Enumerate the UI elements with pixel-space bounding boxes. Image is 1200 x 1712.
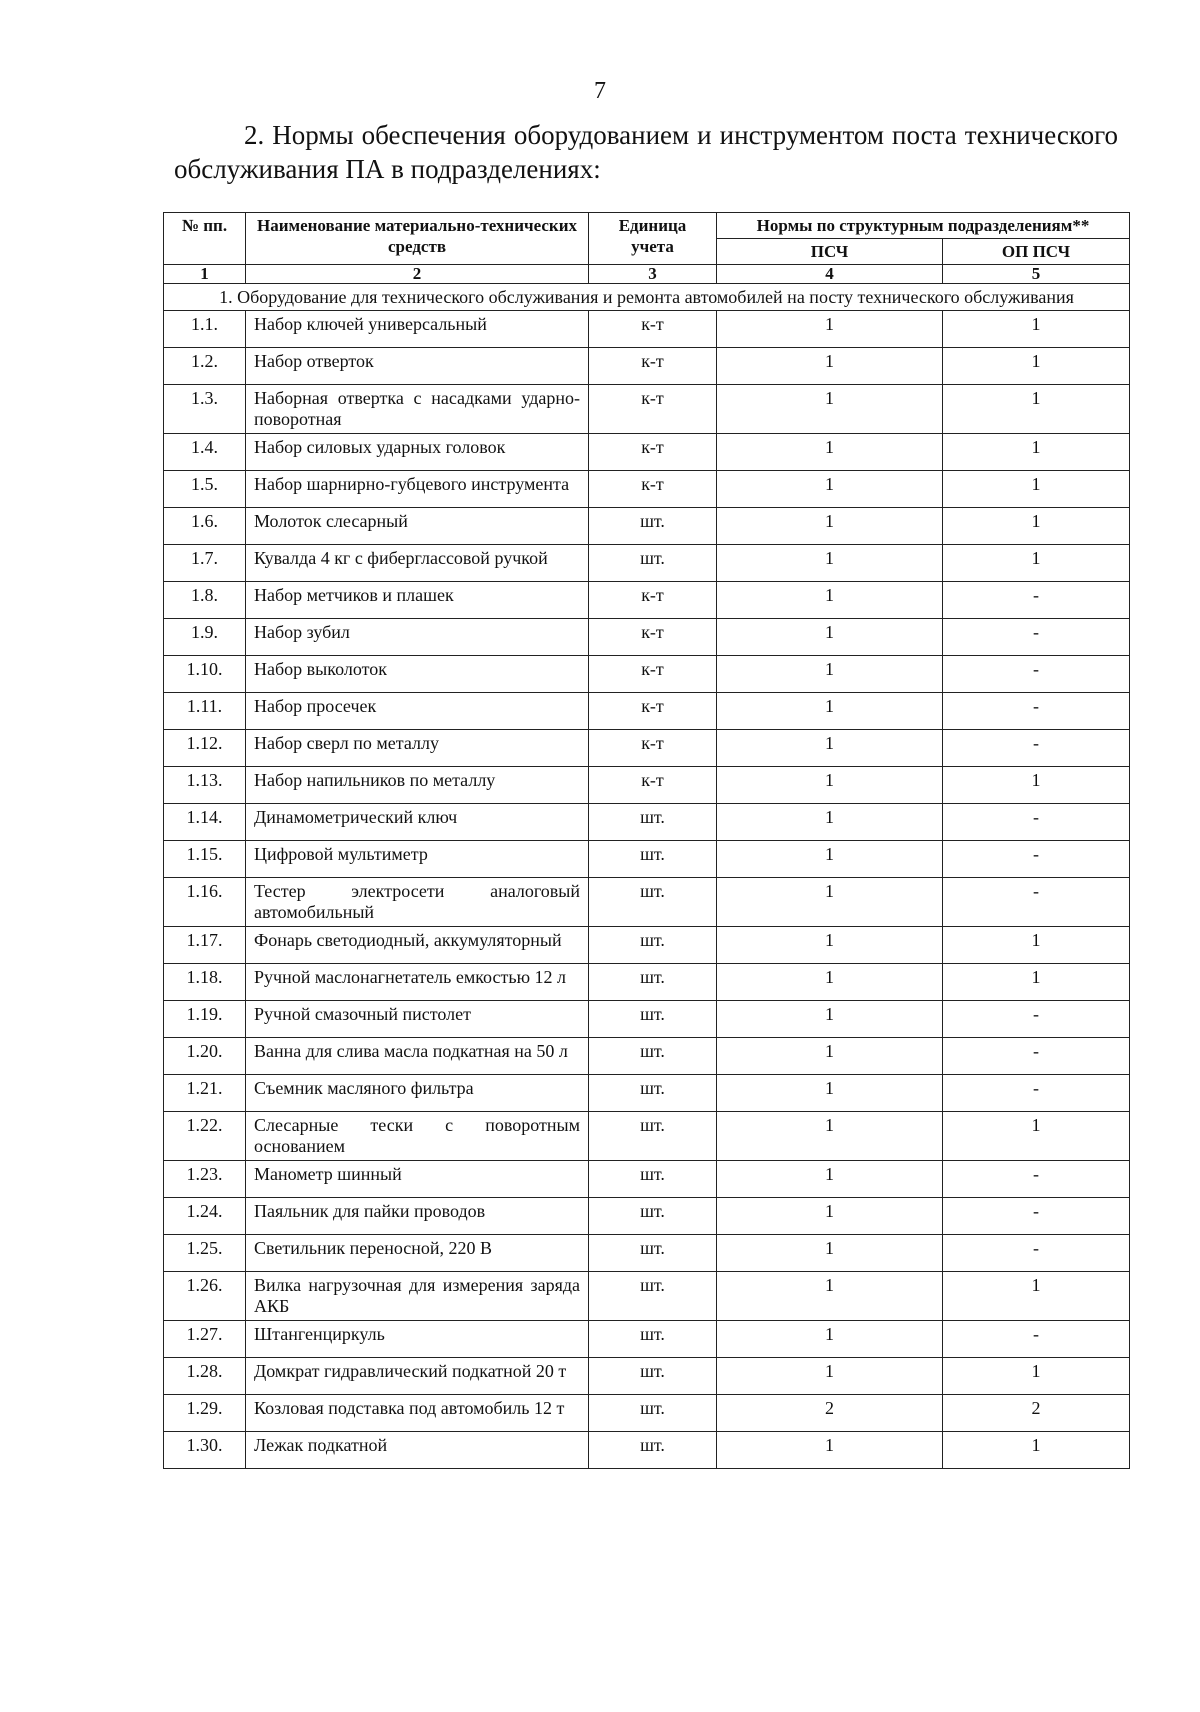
table-row (164, 730, 1130, 767)
item-name: Тестер электросети аналоговый автомобильный (246, 878, 589, 927)
item-name: Ванна для слива масла подкатная на 50 л (246, 1038, 589, 1075)
norm-op-psch: - (943, 1038, 1130, 1075)
table-row (164, 1075, 1130, 1112)
page-number: 7 (594, 78, 606, 104)
item-name: Набор отверток (246, 348, 589, 385)
row-number: 1.17. (164, 927, 246, 964)
row-number: 1.7. (164, 545, 246, 582)
norm-op-psch: 1 (943, 508, 1130, 545)
row-number: 1.14. (164, 804, 246, 841)
unit-of-account: шт. (589, 1395, 717, 1432)
table-row (164, 311, 1130, 348)
unit-of-account: шт. (589, 1432, 717, 1469)
row-number: 1.22. (164, 1112, 246, 1161)
norm-psch: 1 (717, 878, 943, 927)
unit-of-account: к-т (589, 656, 717, 693)
norm-op-psch: 1 (943, 471, 1130, 508)
norm-op-psch: 2 (943, 1395, 1130, 1432)
header-unit: Единица учета (589, 213, 717, 265)
row-number: 1.1. (164, 311, 246, 348)
row-number: 1.4. (164, 434, 246, 471)
table-row (164, 1112, 1130, 1161)
norm-psch: 1 (717, 1358, 943, 1395)
table-row (164, 545, 1130, 582)
norm-psch: 1 (717, 1235, 943, 1272)
unit-of-account: шт. (589, 508, 717, 545)
item-name: Лежак подкатной (246, 1432, 589, 1469)
norm-psch: 1 (717, 1075, 943, 1112)
row-number: 1.18. (164, 964, 246, 1001)
table-row (164, 471, 1130, 508)
norm-psch: 1 (717, 434, 943, 471)
item-name: Ручной смазочный пистолет (246, 1001, 589, 1038)
norm-op-psch: - (943, 1198, 1130, 1235)
row-number: 1.30. (164, 1432, 246, 1469)
item-name: Набор метчиков и плашек (246, 582, 589, 619)
norm-op-psch: - (943, 656, 1130, 693)
norm-op-psch: - (943, 582, 1130, 619)
item-name: Домкрат гидравлический подкатной 20 т (246, 1358, 589, 1395)
norm-psch: 1 (717, 545, 943, 582)
row-number: 1.10. (164, 656, 246, 693)
item-name: Набор шарнирно-губцевого инструмента (246, 471, 589, 508)
row-number: 1.25. (164, 1235, 246, 1272)
row-number: 1.2. (164, 348, 246, 385)
norm-psch: 1 (717, 385, 943, 434)
table-row (164, 767, 1130, 804)
table-row (164, 1038, 1130, 1075)
unit-of-account: шт. (589, 1272, 717, 1321)
norm-op-psch: 1 (943, 311, 1130, 348)
item-name: Набор просечек (246, 693, 589, 730)
section-row (164, 284, 1130, 311)
norm-psch: 1 (717, 656, 943, 693)
header-psch: ПСЧ (717, 239, 943, 265)
unit-of-account: шт. (589, 545, 717, 582)
row-number: 1.19. (164, 1001, 246, 1038)
item-name: Динамометрический ключ (246, 804, 589, 841)
table-row (164, 1432, 1130, 1469)
unit-of-account: к-т (589, 730, 717, 767)
row-number: 1.11. (164, 693, 246, 730)
norm-op-psch: - (943, 1001, 1130, 1038)
row-number: 1.15. (164, 841, 246, 878)
row-number: 1.3. (164, 385, 246, 434)
norm-psch: 1 (717, 841, 943, 878)
table-row (164, 385, 1130, 434)
item-name: Фонарь светодиодный, аккумуляторный (246, 927, 589, 964)
table-row (164, 1358, 1130, 1395)
norm-op-psch: - (943, 1235, 1130, 1272)
table-row (164, 656, 1130, 693)
row-number: 1.23. (164, 1161, 246, 1198)
column-number: 2 (246, 265, 589, 284)
norm-psch: 1 (717, 619, 943, 656)
norm-op-psch: 1 (943, 348, 1130, 385)
unit-of-account: шт. (589, 964, 717, 1001)
row-number: 1.28. (164, 1358, 246, 1395)
unit-of-account: к-т (589, 582, 717, 619)
row-number: 1.24. (164, 1198, 246, 1235)
norm-psch: 1 (717, 1112, 943, 1161)
item-name: Слесарные тески с поворотным основанием (246, 1112, 589, 1161)
norm-op-psch: - (943, 804, 1130, 841)
norm-op-psch: 1 (943, 964, 1130, 1001)
header-op-psch: ОП ПСЧ (943, 239, 1130, 265)
norm-psch: 1 (717, 311, 943, 348)
norm-op-psch: - (943, 1321, 1130, 1358)
norm-psch: 1 (717, 508, 943, 545)
unit-of-account: шт. (589, 804, 717, 841)
item-name: Набор напильников по металлу (246, 767, 589, 804)
unit-of-account: шт. (589, 1235, 717, 1272)
column-number-row (164, 265, 1130, 284)
item-name: Манометр шинный (246, 1161, 589, 1198)
unit-of-account: к-т (589, 693, 717, 730)
norm-op-psch: 1 (943, 385, 1130, 434)
table-row (164, 693, 1130, 730)
item-name: Набор выколоток (246, 656, 589, 693)
unit-of-account: шт. (589, 1112, 717, 1161)
unit-of-account: к-т (589, 471, 717, 508)
table-row (164, 1235, 1130, 1272)
item-name: Паяльник для пайки проводов (246, 1198, 589, 1235)
item-name: Набор зубил (246, 619, 589, 656)
norms-table (163, 212, 1130, 1469)
unit-of-account: шт. (589, 1075, 717, 1112)
item-name: Молоток слесарный (246, 508, 589, 545)
row-number: 1.8. (164, 582, 246, 619)
section-title: 1. Оборудование для технического обслуживания и ремонта автомобилей на посту технического обслуживания (164, 284, 1130, 311)
item-name: Козловая подставка под автомобиль 12 т (246, 1395, 589, 1432)
norm-psch: 1 (717, 1001, 943, 1038)
item-name: Наборная отвертка с насадками ударно-поворотная (246, 385, 589, 434)
norm-op-psch: - (943, 1075, 1130, 1112)
table-row (164, 348, 1130, 385)
norm-op-psch: - (943, 619, 1130, 656)
item-name: Набор сверл по металлу (246, 730, 589, 767)
table-row (164, 1395, 1130, 1432)
table-row (164, 964, 1130, 1001)
unit-of-account: к-т (589, 385, 717, 434)
header-no: № пп. (164, 213, 246, 265)
document-title: 2. Нормы обеспечения оборудованием и инструментом поста технического обслуживания ПА в подразделениях: (174, 120, 1118, 184)
item-name: Штангенциркуль (246, 1321, 589, 1358)
row-number: 1.16. (164, 878, 246, 927)
unit-of-account: к-т (589, 348, 717, 385)
norm-psch: 1 (717, 582, 943, 619)
norm-op-psch: 1 (943, 1358, 1130, 1395)
norm-psch: 1 (717, 1432, 943, 1469)
item-name: Съемник масляного фильтра (246, 1075, 589, 1112)
norm-psch: 1 (717, 927, 943, 964)
header-row (164, 213, 1130, 239)
item-name: Вилка нагрузочная для измерения заряда АКБ (246, 1272, 589, 1321)
table-row (164, 878, 1130, 927)
column-number: 3 (589, 265, 717, 284)
table-body (164, 265, 1130, 1469)
table-row (164, 927, 1130, 964)
table-row (164, 434, 1130, 471)
norm-psch: 1 (717, 471, 943, 508)
norm-psch: 2 (717, 1395, 943, 1432)
table-row (164, 619, 1130, 656)
norm-psch: 1 (717, 693, 943, 730)
row-number: 1.26. (164, 1272, 246, 1321)
item-name: Цифровой мультиметр (246, 841, 589, 878)
table-row (164, 1161, 1130, 1198)
unit-of-account: к-т (589, 311, 717, 348)
table-row (164, 841, 1130, 878)
unit-of-account: к-т (589, 434, 717, 471)
norm-op-psch: - (943, 693, 1130, 730)
norm-psch: 1 (717, 1198, 943, 1235)
unit-of-account: к-т (589, 767, 717, 804)
item-name: Набор ключей универсальный (246, 311, 589, 348)
column-number: 5 (943, 265, 1130, 284)
item-name: Кувалда 4 кг с фиберглассовой ручкой (246, 545, 589, 582)
norm-op-psch: 1 (943, 1112, 1130, 1161)
norm-op-psch: 1 (943, 545, 1130, 582)
row-number: 1.20. (164, 1038, 246, 1075)
table-row (164, 804, 1130, 841)
norm-psch: 1 (717, 964, 943, 1001)
row-number: 1.9. (164, 619, 246, 656)
norm-psch: 1 (717, 1161, 943, 1198)
norm-psch: 1 (717, 1272, 943, 1321)
item-name: Ручной маслонагнетатель емкостью 12 л (246, 964, 589, 1001)
norm-psch: 1 (717, 730, 943, 767)
table-row (164, 1198, 1130, 1235)
unit-of-account: шт. (589, 927, 717, 964)
norm-psch: 1 (717, 1321, 943, 1358)
row-number: 1.21. (164, 1075, 246, 1112)
unit-of-account: шт. (589, 878, 717, 927)
norm-psch: 1 (717, 804, 943, 841)
table-row (164, 582, 1130, 619)
row-number: 1.13. (164, 767, 246, 804)
column-number: 1 (164, 265, 246, 284)
norm-psch: 1 (717, 348, 943, 385)
norm-op-psch: - (943, 1161, 1130, 1198)
row-number: 1.6. (164, 508, 246, 545)
unit-of-account: шт. (589, 1321, 717, 1358)
row-number: 1.29. (164, 1395, 246, 1432)
table-row (164, 1001, 1130, 1038)
header-name: Наименование материально-технических средств (246, 213, 589, 265)
row-number: 1.27. (164, 1321, 246, 1358)
norm-op-psch: 1 (943, 434, 1130, 471)
unit-of-account: к-т (589, 619, 717, 656)
norm-op-psch: - (943, 730, 1130, 767)
table-row (164, 1321, 1130, 1358)
table-row (164, 508, 1130, 545)
unit-of-account: шт. (589, 1001, 717, 1038)
norm-op-psch: - (943, 878, 1130, 927)
unit-of-account: шт. (589, 1161, 717, 1198)
norm-op-psch: 1 (943, 767, 1130, 804)
table-row (164, 1272, 1130, 1321)
unit-of-account: шт. (589, 1038, 717, 1075)
item-name: Набор силовых ударных головок (246, 434, 589, 471)
norm-psch: 1 (717, 767, 943, 804)
row-number: 1.12. (164, 730, 246, 767)
unit-of-account: шт. (589, 1358, 717, 1395)
norm-psch: 1 (717, 1038, 943, 1075)
column-number: 4 (717, 265, 943, 284)
item-name: Светильник переносной, 220 В (246, 1235, 589, 1272)
norm-op-psch: 1 (943, 927, 1130, 964)
row-number: 1.5. (164, 471, 246, 508)
norm-op-psch: 1 (943, 1272, 1130, 1321)
norm-op-psch: 1 (943, 1432, 1130, 1469)
header-norms: Нормы по структурным подразделениям** (717, 213, 1130, 239)
unit-of-account: шт. (589, 1198, 717, 1235)
unit-of-account: шт. (589, 841, 717, 878)
norm-op-psch: - (943, 841, 1130, 878)
